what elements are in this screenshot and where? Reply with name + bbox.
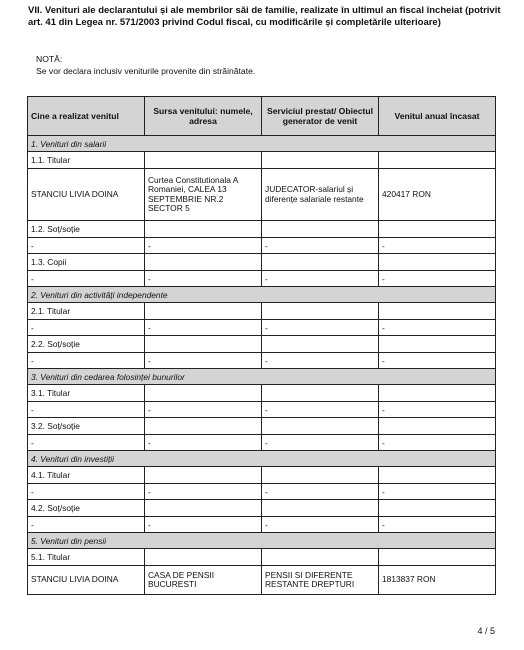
- cell-source: CASA DE PENSII BUCURESTI: [145, 566, 262, 595]
- empty-cell: [145, 221, 262, 238]
- section-label: 5. Venituri din pensii: [28, 533, 496, 549]
- subsection-label: 1.1. Titular: [28, 152, 145, 169]
- cell-source: -: [145, 320, 262, 336]
- cell-service: -: [262, 402, 379, 418]
- empty-cell: [262, 500, 379, 517]
- header-source: Sursa venitului: numele, adresa: [145, 97, 262, 136]
- cell-income: -: [379, 435, 496, 451]
- subsection-label: 1.3. Copii: [28, 254, 145, 271]
- note-text: Se vor declara inclusiv veniturile provenite din străinătate.: [36, 66, 256, 76]
- income-row: [28, 566, 496, 595]
- subsection-row: [28, 221, 496, 238]
- cell-source: Curtea Constitutionala A Romaniei, CALEA 13 SEPTEMBRIE NR.2 SECTOR 5: [145, 169, 262, 221]
- empty-cell: [145, 336, 262, 353]
- cell-source: -: [145, 435, 262, 451]
- empty-cell: [145, 254, 262, 271]
- empty-cell: [145, 467, 262, 484]
- empty-cell: [262, 336, 379, 353]
- cell-source: -: [145, 484, 262, 500]
- subsection-row: [28, 254, 496, 271]
- empty-cell: [379, 152, 496, 169]
- cell-who: -: [28, 238, 145, 254]
- cell-income: -: [379, 517, 496, 533]
- income-row: [28, 169, 496, 221]
- empty-cell: [145, 549, 262, 566]
- empty-cell: [379, 549, 496, 566]
- cell-source: -: [145, 402, 262, 418]
- empty-cell: [262, 303, 379, 320]
- empty-cell: [145, 303, 262, 320]
- income-table: [27, 96, 496, 595]
- section-row: [28, 136, 496, 152]
- subsection-row: [28, 152, 496, 169]
- cell-who: -: [28, 435, 145, 451]
- empty-row: [28, 402, 496, 418]
- empty-row: [28, 484, 496, 500]
- cell-income: -: [379, 402, 496, 418]
- empty-row: [28, 271, 496, 287]
- empty-cell: [262, 549, 379, 566]
- table-header-row: [28, 97, 496, 136]
- subsection-label: 4.1. Titular: [28, 467, 145, 484]
- subsection-label: 2.1. Titular: [28, 303, 145, 320]
- cell-service: JUDECATOR-salariul și diferențe salariale restante: [262, 169, 379, 221]
- subsection-row: [28, 336, 496, 353]
- section-heading: VII. Venituri ale declarantului și ale membrilor săi de familie, realizate în ultimul an fiscal încheiat (potrivit art. 41 din Legea nr. 571/2003 privind Codul fiscal, cu modificările și completările ulterioare): [28, 5, 501, 28]
- cell-source: -: [145, 517, 262, 533]
- empty-cell: [379, 385, 496, 402]
- cell-service: -: [262, 271, 379, 287]
- cell-service: -: [262, 320, 379, 336]
- empty-cell: [379, 418, 496, 435]
- empty-row: [28, 435, 496, 451]
- empty-cell: [379, 254, 496, 271]
- cell-source: -: [145, 271, 262, 287]
- empty-cell: [262, 418, 379, 435]
- cell-service: -: [262, 353, 379, 369]
- cell-income: 420417 RON: [379, 169, 496, 221]
- section-label: 4. Venituri din investiții: [28, 451, 496, 467]
- cell-income: -: [379, 320, 496, 336]
- subsection-label: 4.2. Soț/soție: [28, 500, 145, 517]
- subsection-label: 3.1. Titular: [28, 385, 145, 402]
- section-label: 2. Venituri din activități independente: [28, 287, 496, 303]
- cell-service: -: [262, 238, 379, 254]
- subsection-row: [28, 467, 496, 484]
- subsection-label: 2.2. Soț/soție: [28, 336, 145, 353]
- header-service: Serviciul prestat/ Obiectul generator de venit: [262, 97, 379, 136]
- section-row: [28, 533, 496, 549]
- section-label: 1. Venituri din salarii: [28, 136, 496, 152]
- empty-cell: [379, 336, 496, 353]
- cell-who: STANCIU LIVIA DOINA: [28, 169, 145, 221]
- cell-who: -: [28, 271, 145, 287]
- subsection-label: 1.2. Soț/soție: [28, 221, 145, 238]
- empty-row: [28, 353, 496, 369]
- section-row: [28, 287, 496, 303]
- cell-who: STANCIU LIVIA DOINA: [28, 566, 145, 595]
- cell-service: -: [262, 435, 379, 451]
- cell-income: 1813837 RON: [379, 566, 496, 595]
- header-annual-income: Venitul anual încasat: [379, 97, 496, 136]
- empty-cell: [262, 467, 379, 484]
- section-row: [28, 451, 496, 467]
- cell-who: -: [28, 353, 145, 369]
- empty-cell: [145, 418, 262, 435]
- cell-income: -: [379, 238, 496, 254]
- cell-source: -: [145, 238, 262, 254]
- subsection-row: [28, 385, 496, 402]
- cell-service: -: [262, 484, 379, 500]
- subsection-label: 5.1. Titular: [28, 549, 145, 566]
- header-who: Cine a realizat venitul: [28, 97, 145, 136]
- empty-cell: [262, 254, 379, 271]
- cell-who: -: [28, 320, 145, 336]
- empty-row: [28, 320, 496, 336]
- section-label: 3. Venituri din cedarea folosinței bunurilor: [28, 369, 496, 385]
- subsection-label: 3.2. Soț/soție: [28, 418, 145, 435]
- empty-cell: [379, 221, 496, 238]
- page-number: 4 / 5: [477, 626, 495, 636]
- empty-cell: [379, 500, 496, 517]
- section-row: [28, 369, 496, 385]
- empty-cell: [145, 385, 262, 402]
- empty-cell: [379, 303, 496, 320]
- note-title: NOTĂ:: [36, 54, 63, 64]
- cell-service: PENSII SI DIFERENTE RESTANTE DREPTURI: [262, 566, 379, 595]
- cell-income: -: [379, 353, 496, 369]
- subsection-row: [28, 418, 496, 435]
- cell-source: -: [145, 353, 262, 369]
- empty-cell: [262, 152, 379, 169]
- empty-cell: [262, 221, 379, 238]
- cell-who: -: [28, 402, 145, 418]
- cell-who: -: [28, 484, 145, 500]
- cell-who: -: [28, 517, 145, 533]
- empty-cell: [262, 385, 379, 402]
- empty-row: [28, 238, 496, 254]
- table-body: [28, 136, 496, 595]
- subsection-row: [28, 549, 496, 566]
- cell-service: -: [262, 517, 379, 533]
- subsection-row: [28, 500, 496, 517]
- empty-row: [28, 517, 496, 533]
- subsection-row: [28, 303, 496, 320]
- cell-income: -: [379, 271, 496, 287]
- empty-cell: [145, 152, 262, 169]
- cell-income: -: [379, 484, 496, 500]
- empty-cell: [145, 500, 262, 517]
- empty-cell: [379, 467, 496, 484]
